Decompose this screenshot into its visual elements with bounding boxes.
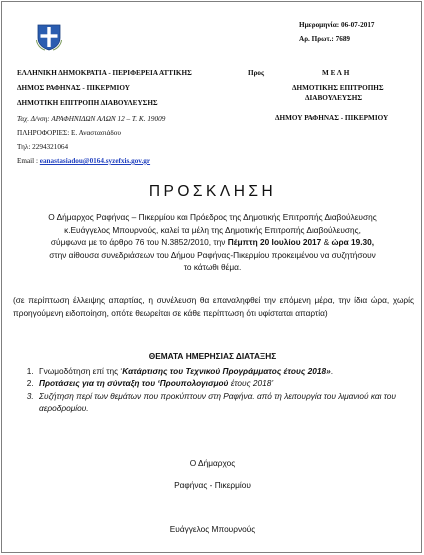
invitation-paragraph xyxy=(6,211,419,274)
agenda-item xyxy=(36,365,404,377)
email-link[interactable]: eanastasiadou@0164.syzefxis.gov.gr xyxy=(39,157,151,165)
recipient-line2: ΔΙΑΒΟΥΛΕΥΣΗΣ xyxy=(305,94,363,102)
document-title: ΠΡΟΣΚΛΗΣΗ xyxy=(148,183,277,200)
agenda-item: 3. Συζήτηση περί των θεμάτων που προκύπτουν στη Ραφήνα. από τη λειτουργία του λιμανιού και του αεροδρομίου. xyxy=(36,390,404,415)
paragraph-line: κ.Ευάγγελος Μπουρνούς, καλεί τα μέλη της Δημοτικής Επιτροπής Διαβούλευσης, xyxy=(64,224,361,235)
paragraph-line: Ο Δήμαρχος Ραφήνας – Πικερμίου και Πρόεδρος της Δημοτικής Επιτροπής Διαβούλευσης xyxy=(48,212,377,222)
agenda-item-emphasis: Προτάσεις για τη σύνταξη του ‘Προυπολογισμού xyxy=(39,378,229,389)
meeting-time: ώρα 19.30, xyxy=(331,237,375,248)
sender-republic: ΕΛΛΗΝΙΚΗ ΔΗΜΟΚΡΑΤΙΑ - ΠΕΡΙΦΕΡΕΙΑ ΑΤΤΙΚΗΣ xyxy=(17,69,192,77)
document-page xyxy=(1,1,422,553)
signature-municipality: Ραφήνας - Πικερμίου xyxy=(174,480,251,490)
sender-address: Ταχ. Δ/νση: ΑΡΑΦΗΝΙΔΩΝ ΑΛΩΝ 12 – Τ. Κ. 19009 xyxy=(17,115,166,123)
date-value: 06-07-2017 xyxy=(340,21,375,29)
date-label: Ημερομηνία: xyxy=(299,21,340,29)
agenda-title: ΘΕΜΑΤΑ ΗΜΕΡΗΣΙΑΣ ΔΙΑΤΑΞΗΣ xyxy=(148,351,277,361)
agenda-item-text: Γνωμοδότηση επί της ‘ xyxy=(39,366,123,376)
agenda-item xyxy=(36,377,404,389)
recipient-members: Μ Ε Λ Η xyxy=(322,69,350,77)
paragraph-line xyxy=(6,236,419,249)
agenda-item-text: έτους 2018’ xyxy=(228,378,274,389)
sender-phone: Τηλ: 2294321064 xyxy=(17,143,69,151)
date-line xyxy=(299,21,375,29)
quorum-paragraph: (σε περίπτωση έλλειψης απαρτίας, η συνέλευση θα επαναληφθεί την επόμενη μέρα, την ίδια ώρα, χωρίς προηγούμενη ειδοποίηση, οπότε θεωρείται σε κάθε περίπτωση ότι υφίσταται απαρτία) xyxy=(13,295,414,318)
sender-info: ΠΛΗΡΟΦΟΡΙΕΣ: Ε. Αναστασιάδου xyxy=(17,129,121,137)
paragraph-text: & xyxy=(321,237,332,248)
email-label: Email : xyxy=(17,157,40,165)
paragraph-line: το κάτωθι θέμα. xyxy=(183,262,242,273)
agenda-item-text: . xyxy=(330,366,334,376)
protocol-label: Αρ. Πρωτ.: xyxy=(299,35,334,43)
recipient-line1: ΔΗΜΟΤΙΚΗΣ ΕΠΙΤΡΟΠΗΣ xyxy=(292,84,384,92)
sender-municipality: ΔΗΜΟΣ ΡΑΦΗΝΑΣ - ΠΙΚΕΡΜΙΟΥ xyxy=(17,84,130,92)
agenda-list xyxy=(24,365,404,415)
sender-email xyxy=(17,157,150,165)
signature-name: Ευάγγελος Μπουρνούς xyxy=(169,524,256,534)
protocol-value: 7689 xyxy=(335,35,350,43)
recipient-to-label: Προς xyxy=(248,69,265,77)
agenda-item-emphasis: Κατάρτισης του Τεχνικού Προγράμματος έτους 2018» xyxy=(122,366,331,376)
paragraph-text: σύμφωνα με το άρθρο 76 του Ν.3852/2010, την xyxy=(50,237,228,248)
greek-emblem-icon xyxy=(35,23,63,51)
signature-title: Ο Δήμαρχος xyxy=(189,458,236,468)
sender-committee: ΔΗΜΟΤΙΚΗ ΕΠΙΤΡΟΠΗ ΔΙΑΒΟΥΛΕΥΣΗΣ xyxy=(17,99,158,107)
meeting-date: Πέμπτη 20 Ιουλίου 2017 xyxy=(227,237,322,248)
protocol-line xyxy=(299,35,350,43)
recipient-line3: ΔΗΜΟΥ ΡΑΦΗΝΑΣ - ΠΙΚΕΡΜΙΟΥ xyxy=(275,114,389,122)
paragraph-line: στην αίθουσα συνεδριάσεων του Δήμου Ραφήνας-Πικερμίου προκειμένου να συζητήσουν xyxy=(49,249,376,260)
